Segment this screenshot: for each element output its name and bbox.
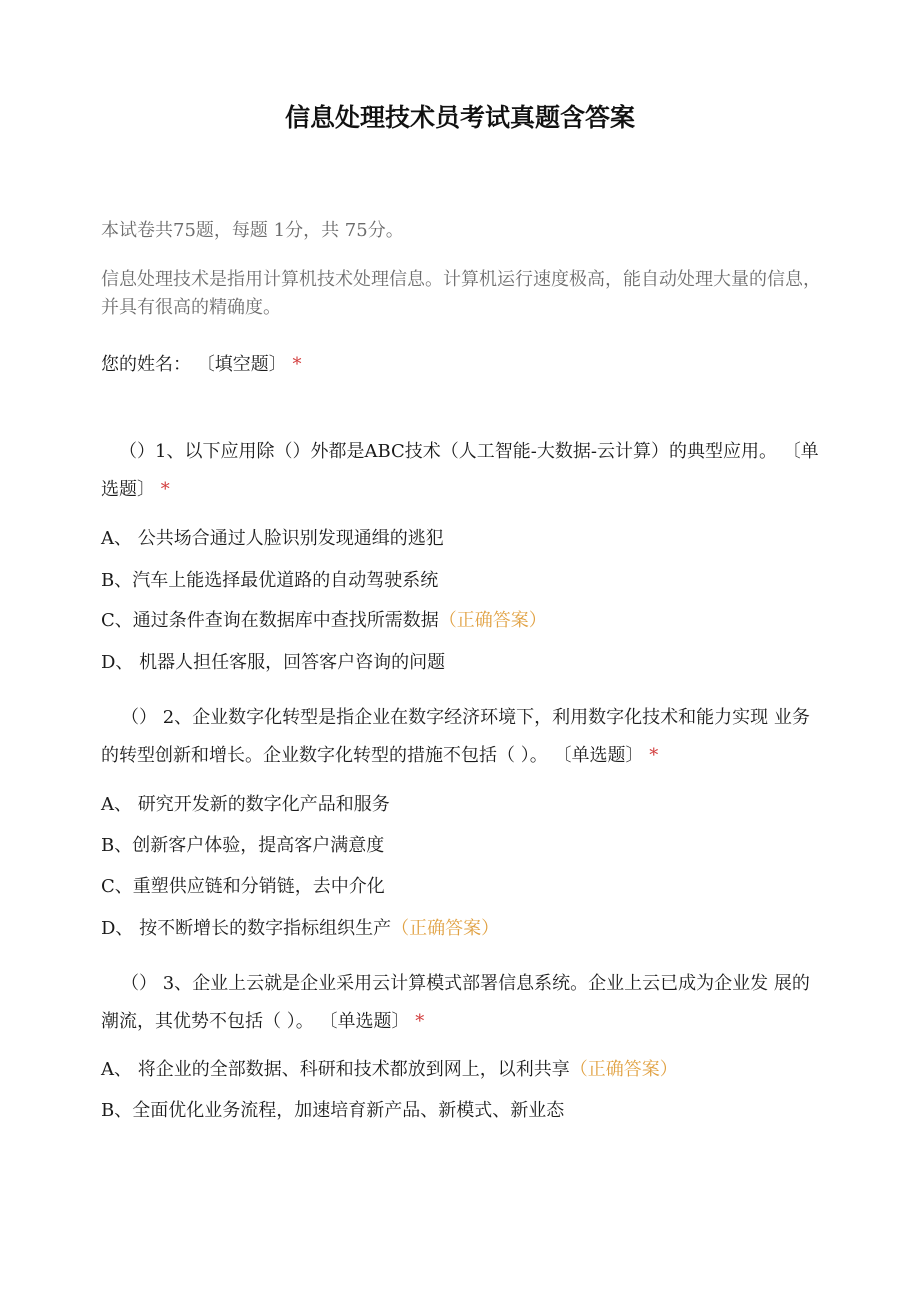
option-3a[interactable] [101,1058,678,1082]
correct-answer-tag: （正确答案） [569,1059,678,1080]
option-label: B、创新客户体验，提高客户满意度 [101,835,385,856]
required-mark: * [160,479,170,500]
question-type-badge: 〔填空题〕 [196,354,287,375]
option-1c[interactable] [101,609,547,633]
question-type-badge: 〔单选题〕 [553,745,644,766]
option-label: D、 机器人担任客服，回答客户咨询的问题 [101,652,446,673]
question-text: 企业上云就是企业采用云计算模式部署信息系统。企业上云已成为企业发 展的潮流，其优势不包括（ ）。 [101,973,810,1032]
required-mark: * [292,354,302,375]
option-3b[interactable] [101,1099,564,1123]
question-text: 以下应用除（）外都是ABC技术（人工智能-大数据-云计算）的典型应用。 [184,441,777,462]
option-label: A、 将企业的全部数据、科研和技术都放到网上，以利共享 [101,1059,570,1080]
question-text: 企业数字化转型是指企业在数字经济环境下，利用数字化技术和能力实现 业务的转型创新和增长。企业数字化转型的措施不包括（ ）。 [101,707,810,766]
name-field-label: 您的姓名： [101,354,191,375]
correct-answer-tag: （正确答案） [391,918,500,939]
name-field[interactable] [101,353,301,377]
option-1b[interactable] [101,569,438,593]
option-label: C、通过条件查询在数据库中查找所需数据 [101,610,439,631]
option-label: C、重塑供应链和分销链，去中介化 [101,876,385,897]
option-label: B、全面优化业务流程，加速培育新产品、新模式、新业态 [101,1100,565,1121]
question-number: （） 2、 [121,707,193,728]
option-label: D、 按不断增长的数字指标组织生产 [101,918,392,939]
option-label: B、汽车上能选择最优道路的自动驾驶系统 [101,570,439,591]
option-label: A、 公共场合通过人脸识别发现通缉的逃犯 [101,528,444,549]
option-label: A、 研究开发新的数字化产品和服务 [101,794,390,815]
exam-description: 信息处理技术是指用计算机技术处理信息。计算机运行速度极高，能自动处理大量的信息，并具有很高的精确度。 [101,269,821,318]
question-1 [101,433,819,509]
option-2c[interactable] [101,875,385,899]
option-1d[interactable] [101,651,445,675]
question-type-badge: 〔单选题〕 [319,1011,410,1032]
option-1a[interactable] [101,527,444,551]
question-2 [101,699,819,775]
option-2d[interactable] [101,917,499,941]
page-title: 信息处理技术员考试真题含答案 [284,103,635,132]
option-2a[interactable] [101,793,390,817]
option-2b[interactable] [101,834,384,858]
exam-summary: 本试卷共75题，每题 1分，共 75分。 [101,220,404,241]
required-mark: * [415,1011,425,1032]
required-mark: * [649,745,659,766]
question-3 [101,965,819,1041]
question-number: （） 3、 [121,973,193,994]
question-type-badge: 〔单选题〕 [101,441,819,500]
question-number: （）1、 [119,441,185,462]
correct-answer-tag: （正确答案） [438,610,547,631]
